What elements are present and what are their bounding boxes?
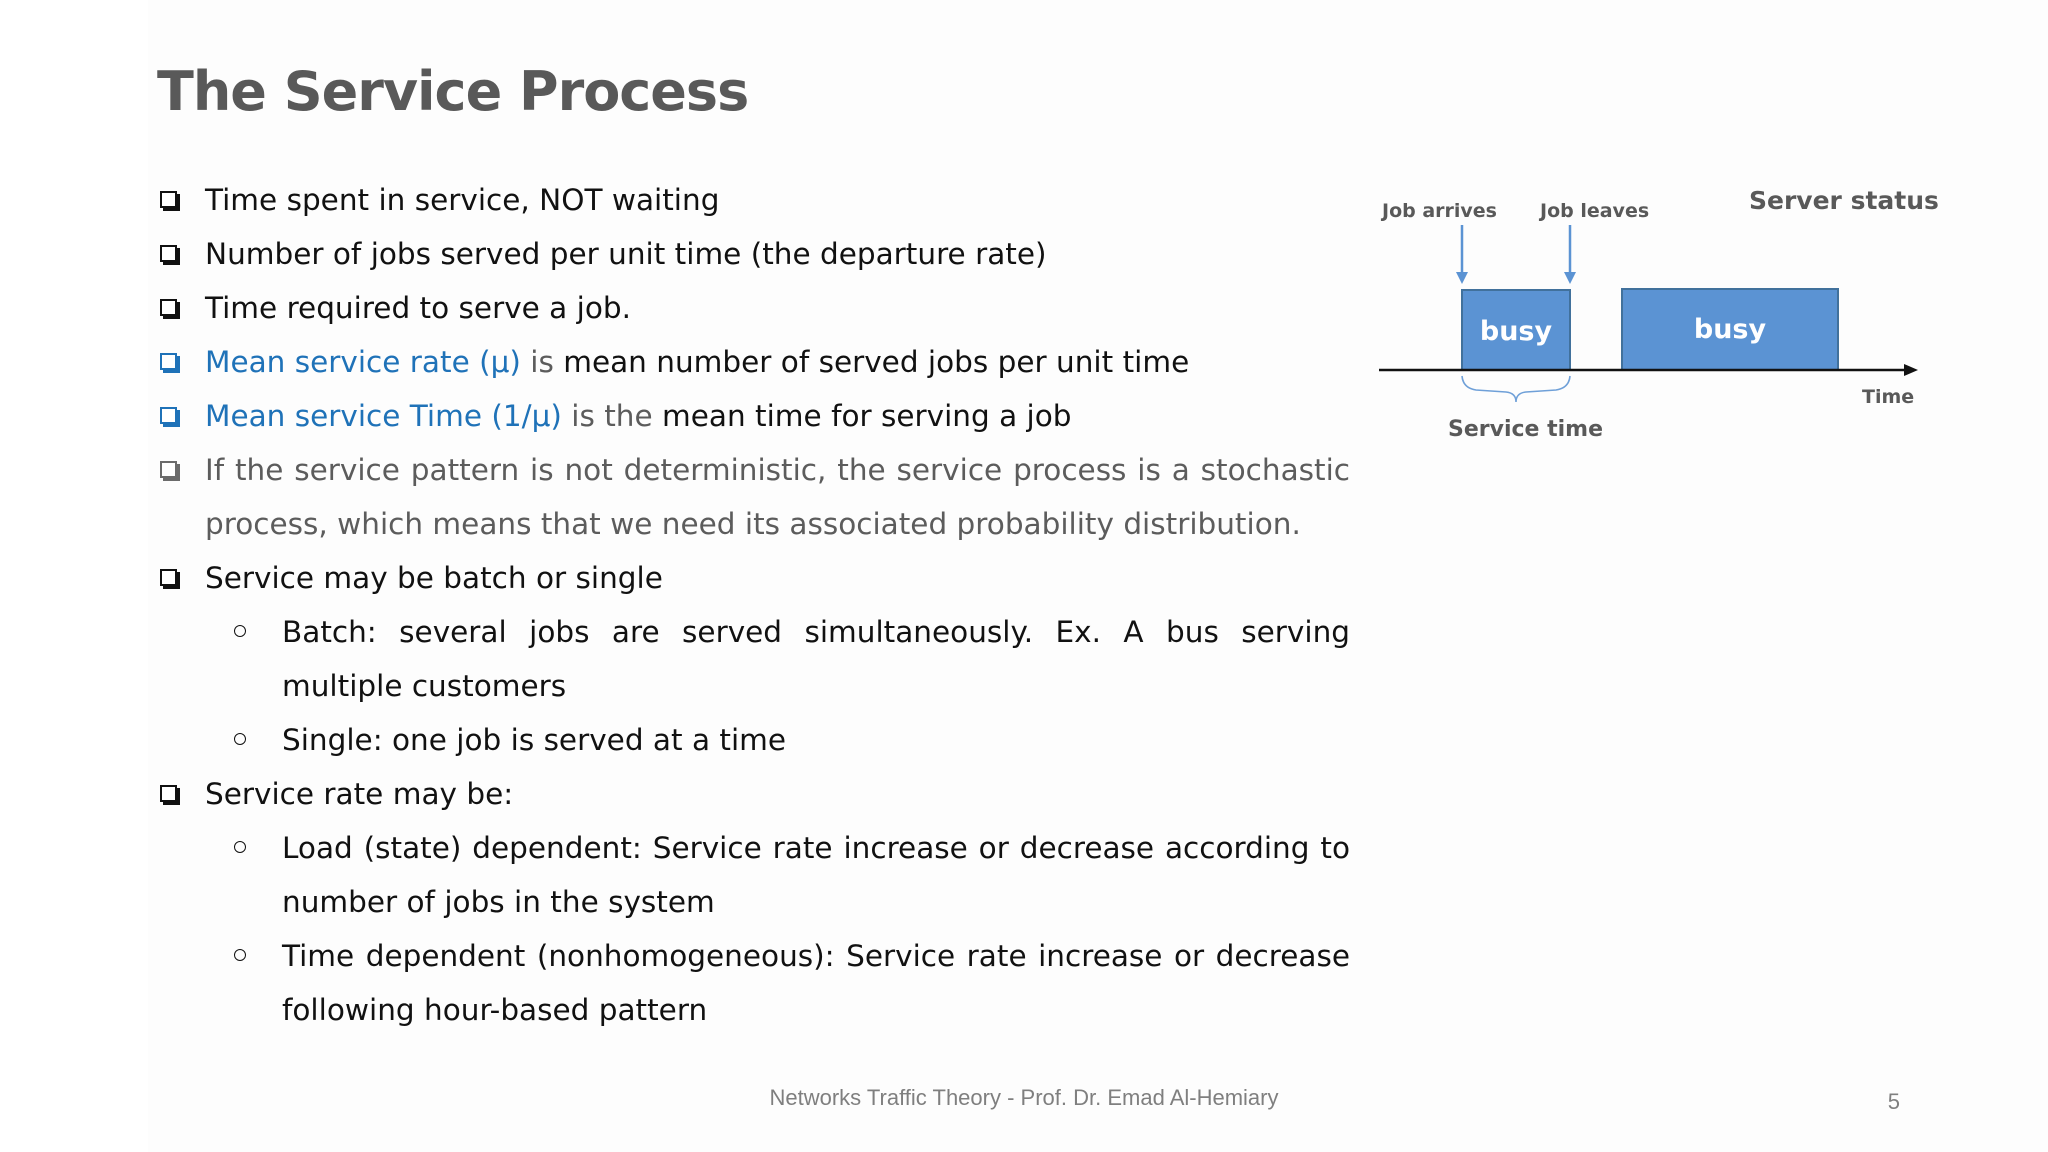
busy-label-1: busy <box>1479 316 1553 347</box>
bullet-connector: is <box>520 345 564 379</box>
service-time-brace <box>1462 376 1570 402</box>
server-status-diagram <box>1370 180 1939 460</box>
bullet-connector: is the <box>561 399 662 433</box>
bullet-text: mean number of served jobs per unit time <box>563 345 1190 379</box>
sub-bullet-item <box>157 821 1350 929</box>
bullet-text: Time spent in service, NOT waiting <box>205 183 720 217</box>
server-status-title: Server status <box>1749 186 1939 215</box>
checkbox-bullet-icon <box>160 299 177 316</box>
sub-bullet-text: Time dependent (nonhomogeneous): Service rate increase or decrease following hour-based pattern <box>282 939 1350 1027</box>
checkbox-bullet-icon <box>160 569 177 586</box>
sub-bullet-item <box>157 929 1350 1037</box>
bullet-text: mean time for serving a job <box>662 399 1072 433</box>
circle-bullet-icon <box>234 733 246 745</box>
bullet-item <box>157 173 1350 227</box>
mean-service-time-term: Mean service Time (1/μ) <box>205 399 562 433</box>
bullet-item <box>157 281 1350 335</box>
busy-label-2: busy <box>1693 314 1767 345</box>
bullet-item <box>157 227 1350 281</box>
circle-bullet-icon <box>234 841 246 853</box>
job-leaves-label: Job leaves <box>1540 200 1650 222</box>
circle-bullet-icon <box>234 949 246 961</box>
checkbox-bullet-icon <box>160 407 177 424</box>
checkbox-bullet-icon <box>160 353 177 370</box>
sub-bullet-text: Batch: several jobs are served simultaneously. Ex. A bus serving multiple customers <box>282 615 1350 703</box>
checkbox-bullet-icon <box>160 191 177 208</box>
job-arrives-label: Job arrives <box>1382 200 1497 222</box>
bullet-item <box>157 335 1350 389</box>
sub-bullet-text: Single: one job is served at a time <box>282 723 787 757</box>
checkbox-bullet-icon <box>160 785 177 802</box>
job-arrives-arrowhead <box>1456 272 1468 284</box>
bullet-item <box>157 389 1350 443</box>
checkbox-bullet-icon <box>160 245 177 262</box>
page-number: 5 <box>1887 1089 1900 1114</box>
service-time-label: Service time <box>1448 417 1604 442</box>
bullet-item <box>157 551 1350 605</box>
time-axis-arrowhead <box>1904 364 1918 376</box>
bullet-text: Service rate may be: <box>205 777 514 811</box>
circle-bullet-icon <box>234 625 246 637</box>
bullet-item <box>157 767 1350 821</box>
sub-bullet-text: Load (state) dependent: Service rate increase or decrease according to number of jobs in the system <box>282 831 1350 919</box>
time-axis-label: Time <box>1862 386 1915 408</box>
sub-bullet-item <box>157 713 1350 767</box>
bullet-text: Service may be batch or single <box>205 561 663 595</box>
checkbox-bullet-icon <box>160 461 177 478</box>
mean-service-rate-term: Mean service rate (μ) <box>205 345 521 379</box>
job-leaves-arrowhead <box>1564 272 1576 284</box>
sub-bullet-item <box>157 605 1350 713</box>
bullet-text: Number of jobs served per unit time (the departure rate) <box>205 237 1047 271</box>
slide-title: The Service Process <box>157 60 749 123</box>
bullet-text: If the service pattern is not deterministic, the service process is a stochastic process, which means that we need its associated probability distribution. <box>205 453 1350 541</box>
slide-body <box>157 173 1350 1037</box>
bullet-item <box>157 443 1350 551</box>
bullet-text: Time required to serve a job. <box>205 291 631 325</box>
footer-text: Networks Traffic Theory - Prof. Dr. Emad Al-Hemiary <box>769 1085 1279 1110</box>
